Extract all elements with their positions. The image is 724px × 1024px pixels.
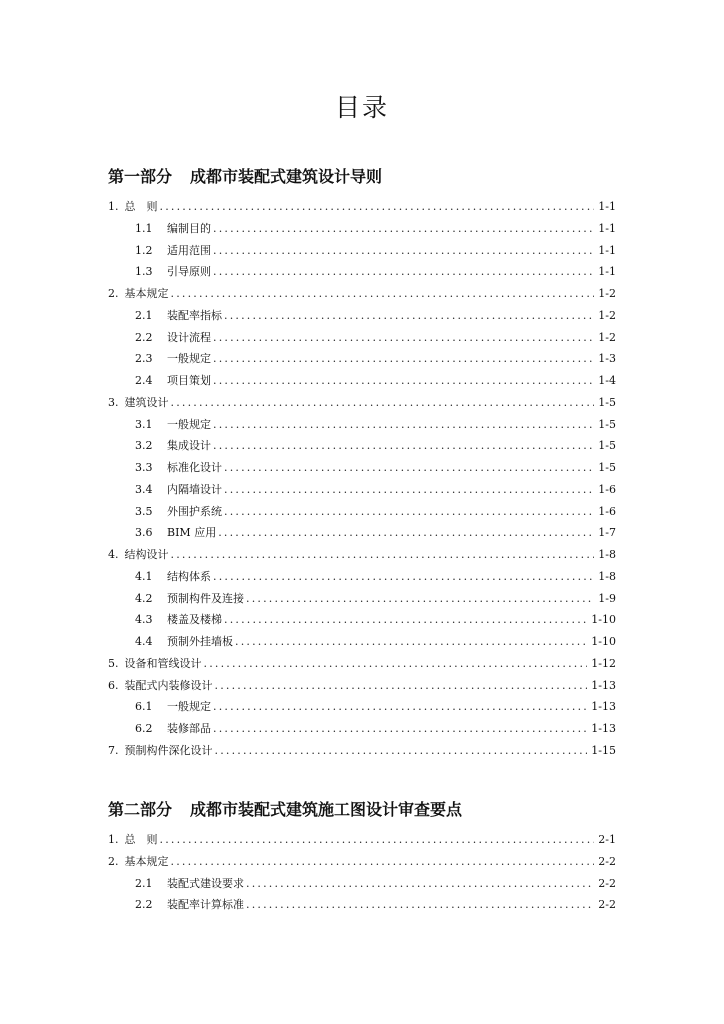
dot-leader [246,592,594,605]
toc-entry-page: 1-1 [598,200,616,213]
toc-entry[interactable] [108,394,616,416]
toc-entry-number: 4.4 [135,635,153,648]
toc-entry[interactable] [108,590,616,612]
toc-entry-page: 1-13 [591,700,616,714]
page-title: 目录 [334,93,389,122]
toc-entry-page: 1-6 [598,482,616,496]
toc-entry[interactable] [108,437,616,459]
toc-entry-label: 结构设计 [124,548,169,561]
dot-leader [215,744,588,757]
toc-entry-number: 2. [108,854,119,868]
toc-entry-page: 1-13 [591,722,616,735]
toc-entry[interactable] [108,853,616,875]
toc-entry-label: 装配率指标 [167,308,222,322]
toc-entry-number: 4.3 [135,613,153,627]
toc-entry[interactable] [108,698,616,720]
toc-entry[interactable] [108,831,616,853]
toc-entry[interactable] [108,220,616,242]
toc-entry-label: 一般规定 [167,352,211,366]
toc-entry-number: 4.2 [135,591,153,605]
toc-entry-label: 装修部品 [167,722,211,735]
toc-entry-label: 预制外挂墙板 [167,635,233,648]
dot-leader [224,309,594,322]
dot-leader [160,833,595,846]
toc-entry[interactable] [108,655,616,677]
toc-entry-label: 基本规定 [124,854,169,868]
part-title: 成都市装配式建筑设计导则 [190,167,383,186]
toc-entry-label: 装配式建设要求 [167,876,244,890]
toc-entry-page: 2-1 [598,833,616,846]
toc-entry-label: 基本规定 [124,287,169,300]
part-title: 成都市装配式建筑施工图设计审查要点 [190,800,463,819]
toc-entry-page: 2-2 [598,854,616,868]
toc-entry-page: 1-8 [598,569,616,583]
toc-entry[interactable] [108,611,616,633]
dot-leader [171,287,595,300]
part-heading [108,164,616,190]
toc-part-2 [108,797,616,918]
toc-entry-page: 1-2 [598,330,616,344]
dot-leader [204,657,588,670]
toc-entry-page: 1-5 [598,439,616,453]
toc-entry-number: 7. [108,743,119,757]
toc-entry-label: 一般规定 [167,700,211,714]
toc-entry-page: 1-4 [598,374,616,387]
toc-entry-number: 1. [108,200,119,213]
dot-leader [213,331,594,344]
dot-leader [171,396,595,409]
toc-entry-page: 1-15 [591,743,616,757]
dot-leader [171,855,595,868]
toc-entry[interactable] [108,896,616,918]
toc-entry-number: 1.3 [135,265,153,279]
toc-entry-page: 1-5 [598,417,616,431]
toc-entry-label: 装配式内装修设计 [124,678,213,692]
toc-entry-number: 3.6 [135,526,153,540]
toc-entry[interactable] [108,720,616,742]
toc-entry-number: 3.5 [135,504,153,518]
toc-entry-number: 6.2 [135,722,153,735]
toc-entry[interactable] [108,459,616,481]
toc-entry-page: 1-12 [591,656,616,670]
toc-entry[interactable] [108,875,616,897]
toc-entry[interactable] [108,329,616,351]
toc-entry-page: 1-1 [598,221,616,235]
toc-entry-number: 4. [108,548,119,561]
toc-entry-page: 2-2 [598,898,616,912]
dot-leader [215,679,588,692]
toc-entry-label: 设计流程 [167,330,211,344]
toc-entry-number: 1. [108,833,119,846]
toc-entry-label: 总 则 [124,833,158,846]
toc-entry-number: 3.1 [135,417,153,431]
toc-entry-page: 1-13 [591,678,616,692]
toc-entry-page: 1-2 [598,287,616,300]
dot-leader [213,222,594,235]
toc-entry-number: 1.2 [135,243,153,257]
toc-entry-label: 设备和管线设计 [124,656,202,670]
toc-entry-label: 外围护系统 [167,504,222,518]
toc-list [108,831,616,918]
dot-leader [224,613,587,626]
toc-entry[interactable] [108,568,616,590]
toc-entry[interactable] [108,546,616,568]
toc-entry[interactable] [108,285,616,307]
toc-entry-number: 2.4 [135,374,153,387]
dot-leader [213,722,587,735]
toc-entry-page: 1-7 [598,526,616,540]
toc-entry-number: 6. [108,678,119,692]
toc-entry-number: 3.4 [135,482,153,496]
toc-entry-number: 3. [108,395,119,409]
toc-entry-number: 2.3 [135,352,153,366]
toc-entry-page: 1-2 [598,308,616,322]
toc-entry-page: 1-1 [598,243,616,257]
toc-entry-label: 楼盖及楼梯 [167,613,222,627]
dot-leader [246,898,594,911]
toc-entry-label: 内隔墙设计 [167,482,222,496]
dot-leader [218,526,594,539]
toc-entry[interactable] [108,677,616,699]
toc-part-1 [108,164,616,764]
dot-leader [213,439,594,452]
dot-leader [235,635,587,648]
toc-entry[interactable] [108,242,616,264]
toc-entry-number: 1.1 [135,221,153,235]
toc-entry-number: 2.1 [135,308,153,322]
part-number: 第一部分 [108,167,173,186]
dot-leader [160,200,595,213]
toc-entry-label: 装配率计算标准 [167,898,244,912]
toc-entry-page: 1-10 [591,613,616,627]
dot-leader [213,570,594,583]
toc-entry-label: BIM 应用 [167,526,217,540]
toc-entry[interactable] [108,481,616,503]
dot-leader [224,505,594,518]
toc-entry-label: 集成设计 [167,439,211,453]
toc-entry-number: 2.2 [135,330,153,344]
toc-entry-label: 一般规定 [167,417,211,431]
toc-entry-number: 2. [108,287,119,300]
dot-leader [224,461,594,474]
dot-leader [213,265,594,278]
dot-leader [171,548,595,561]
dot-leader [213,700,587,713]
toc-entry-page: 1-5 [598,461,616,474]
toc-entry-page: 1-5 [598,395,616,409]
toc-entry[interactable] [108,263,616,285]
toc-entry-number: 3.2 [135,439,153,453]
part-number: 第二部分 [108,800,173,819]
toc-entry-page: 2-2 [598,876,616,890]
toc-entry[interactable] [108,524,616,546]
toc-entry-label: 适用范围 [167,243,211,257]
toc-entry-page: 1-8 [598,548,616,561]
toc-entry-label: 引导原则 [167,265,211,279]
toc-entry-label: 预制构件及连接 [167,591,244,605]
toc-entry-page: 1-1 [598,265,616,279]
toc-entry-number: 3.3 [135,461,153,474]
dot-leader [213,418,594,431]
toc-entry-label: 建筑设计 [124,395,169,409]
toc-entry-number: 4.1 [135,569,153,583]
toc-entry-label: 总 则 [124,200,158,213]
dot-leader [213,352,594,365]
toc-entry-page: 1-9 [598,591,616,605]
toc-entry[interactable] [108,416,616,438]
toc-list [108,198,616,764]
dot-leader [246,877,594,890]
toc-entry[interactable] [108,503,616,525]
toc-entry-number: 6.1 [135,700,153,714]
toc-entry-label: 标准化设计 [167,461,222,474]
toc-entry-label: 项目策划 [167,374,211,387]
dot-leader [224,483,594,496]
toc-entry[interactable] [108,307,616,329]
toc-entry[interactable] [108,742,616,764]
dot-leader [213,244,594,257]
part-heading [108,797,616,823]
toc-entry-label: 预制构件深化设计 [124,743,213,757]
toc-entry-number: 2.1 [135,876,153,890]
toc-entry[interactable] [108,198,616,220]
toc-entry[interactable] [108,633,616,655]
toc-entry-page: 1-3 [598,352,616,366]
dot-leader [213,374,594,387]
toc-entry-number: 2.2 [135,898,153,912]
toc-entry-page: 1-10 [591,635,616,648]
toc-entry-page: 1-6 [598,504,616,518]
toc-entry[interactable] [108,350,616,372]
toc-entry-number: 5. [108,656,119,670]
toc-entry[interactable] [108,372,616,394]
toc-entry-label: 编制目的 [167,221,211,235]
toc-entry-label: 结构体系 [167,569,211,583]
